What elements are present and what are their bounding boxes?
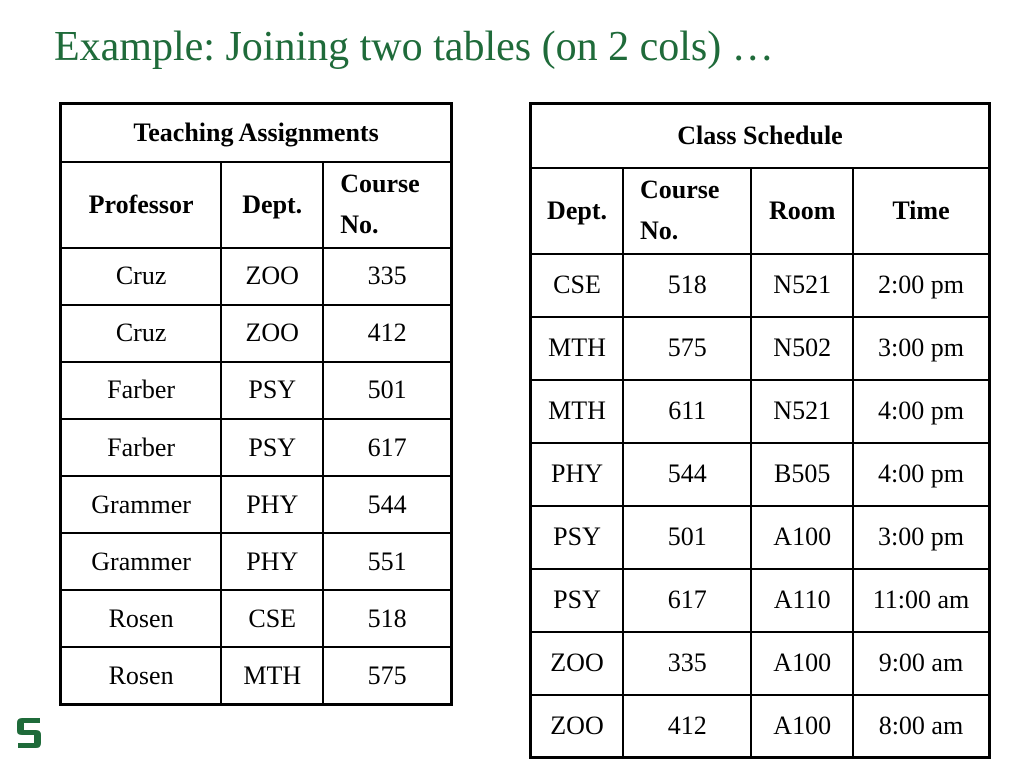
table-cell: 518 — [323, 590, 451, 647]
table-cell: CSE — [531, 254, 624, 317]
table-row — [531, 443, 990, 506]
table-cell: A110 — [751, 569, 852, 632]
table-cell: 551 — [323, 533, 451, 590]
table-cell: PHY — [531, 443, 624, 506]
table-cell: 617 — [323, 419, 451, 476]
table-cell: Farber — [61, 362, 222, 419]
table-cell: A100 — [751, 506, 852, 569]
column-header-time: Time — [853, 168, 990, 254]
table-row — [531, 254, 990, 317]
table-cell: B505 — [751, 443, 852, 506]
table-row — [61, 533, 452, 590]
table-cell: 412 — [623, 695, 751, 758]
table-cell: PSY — [221, 419, 323, 476]
table-cell: Grammer — [61, 533, 222, 590]
table-row — [61, 647, 452, 704]
table-cell: 575 — [623, 317, 751, 380]
class-schedule-table — [529, 102, 991, 759]
table-cell: 11:00 am — [853, 569, 990, 632]
table-cell: N521 — [751, 380, 852, 443]
column-header-dept: Dept. — [221, 162, 323, 248]
table-cell: Rosen — [61, 590, 222, 647]
column-header-professor: Professor — [61, 162, 222, 248]
table-cell: 335 — [623, 632, 751, 695]
table-cell: 3:00 pm — [853, 506, 990, 569]
table-row — [531, 569, 990, 632]
table-cell: ZOO — [221, 305, 323, 362]
table-cell: ZOO — [221, 248, 323, 305]
column-header-course-no: Course No. — [323, 162, 451, 248]
table-cell: MTH — [531, 380, 624, 443]
table-cell: 518 — [623, 254, 751, 317]
table-cell: Grammer — [61, 476, 222, 533]
table-cell: 611 — [623, 380, 751, 443]
table-cell: Farber — [61, 419, 222, 476]
table-cell: 4:00 pm — [853, 443, 990, 506]
table-cell: 544 — [323, 476, 451, 533]
table-cell: Rosen — [61, 647, 222, 704]
table-row — [61, 476, 452, 533]
table-row — [531, 632, 990, 695]
table-cell: PSY — [531, 569, 624, 632]
table-row — [61, 248, 452, 305]
table-cell: Cruz — [61, 305, 222, 362]
table-row — [61, 305, 452, 362]
table-cell: ZOO — [531, 695, 624, 758]
table-cell: A100 — [751, 695, 852, 758]
table-row — [61, 590, 452, 647]
table-cell: 501 — [323, 362, 451, 419]
table-cell: 544 — [623, 443, 751, 506]
table-cell: 412 — [323, 305, 451, 362]
table-cell: PHY — [221, 476, 323, 533]
table-cell: PSY — [221, 362, 323, 419]
table-cell: PSY — [531, 506, 624, 569]
table-cell: 4:00 pm — [853, 380, 990, 443]
teaching-assignments-table — [59, 102, 453, 706]
table-cell: N521 — [751, 254, 852, 317]
spartan-s-logo-icon — [14, 714, 44, 752]
table-cell: MTH — [221, 647, 323, 704]
table-cell: 9:00 am — [853, 632, 990, 695]
table-cell: ZOO — [531, 632, 624, 695]
table-row — [531, 317, 990, 380]
table-cell: CSE — [221, 590, 323, 647]
table-cell: 8:00 am — [853, 695, 990, 758]
table-cell: MTH — [531, 317, 624, 380]
column-header-course-no: Course No. — [623, 168, 751, 254]
slide-title: Example: Joining two tables (on 2 cols) … — [54, 24, 774, 70]
column-header-room: Room — [751, 168, 852, 254]
table-cell: 501 — [623, 506, 751, 569]
table-cell: 3:00 pm — [853, 317, 990, 380]
table-cell: A100 — [751, 632, 852, 695]
table-cell: N502 — [751, 317, 852, 380]
column-header-dept: Dept. — [531, 168, 624, 254]
table-cell: Cruz — [61, 248, 222, 305]
table-row — [61, 419, 452, 476]
table-cell: PHY — [221, 533, 323, 590]
table-row — [531, 380, 990, 443]
table-row — [531, 506, 990, 569]
table-cell: 575 — [323, 647, 451, 704]
table-cell: 335 — [323, 248, 451, 305]
table-row — [61, 362, 452, 419]
table-row — [531, 695, 990, 758]
table-cell: 617 — [623, 569, 751, 632]
table-cell: 2:00 pm — [853, 254, 990, 317]
table-caption: Teaching Assignments — [61, 104, 452, 162]
table-caption: Class Schedule — [531, 104, 990, 168]
